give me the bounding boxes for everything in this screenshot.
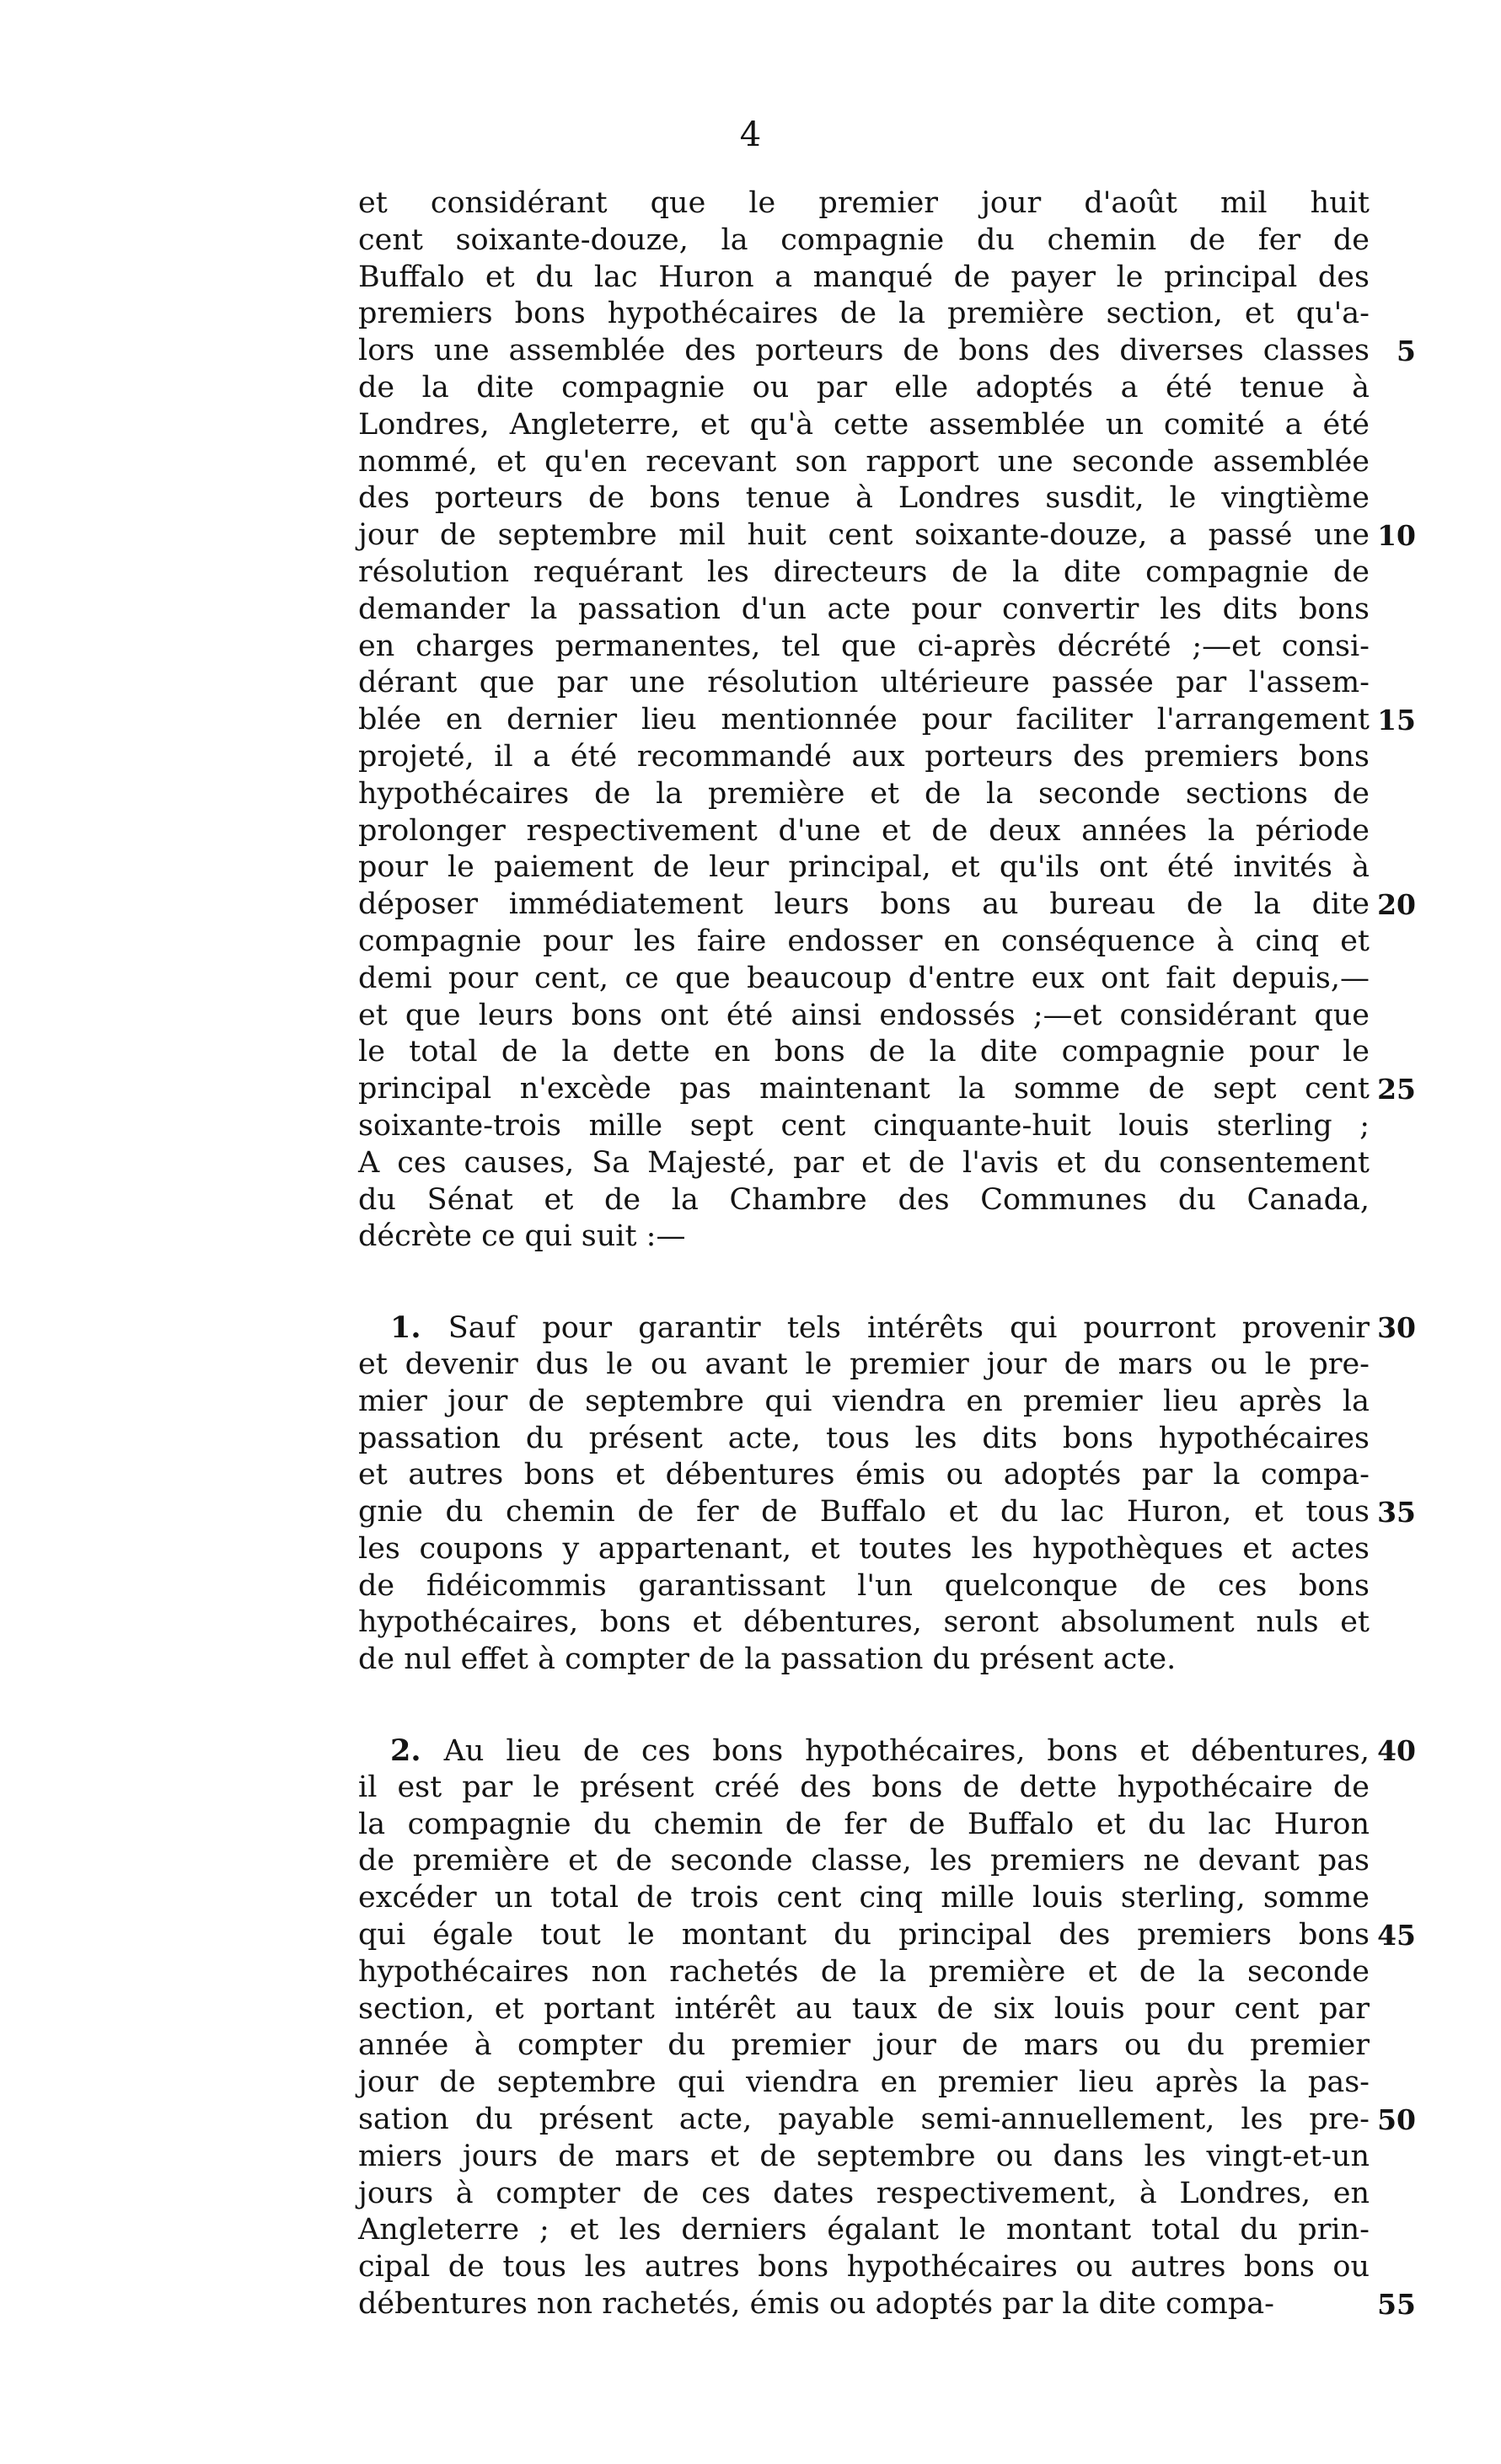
- line-content: et autres bons et débentures émis ou adoptés par la compa-: [358, 1458, 1370, 1492]
- line-content: déposer immédiatement leurs bons au bureau de la dite: [358, 887, 1370, 922]
- text-line: [358, 629, 1370, 666]
- text-line: [358, 260, 1370, 297]
- line-text: [358, 407, 1370, 444]
- line-content: de première et de seconde classe, les premiers ne devant pas: [358, 1844, 1370, 1878]
- line-text: [358, 592, 1370, 629]
- text-line: [358, 333, 1416, 370]
- text-line: [358, 1604, 1370, 1642]
- line-content: de nul effet à compter de la passation du présent acte.: [358, 1642, 1177, 1677]
- line-text: [358, 1494, 1370, 1531]
- line-text: [358, 1770, 1370, 1807]
- line-text: [390, 1733, 1370, 1770]
- line-text: [358, 1182, 1370, 1219]
- line-text: [358, 849, 1370, 887]
- line-content: débentures non rachetés, émis ou adoptés par la dite compa-: [358, 2287, 1274, 2322]
- margin-line-number: 45: [1377, 1919, 1416, 1952]
- line-text: [358, 333, 1370, 370]
- line-text: [358, 924, 1370, 961]
- margin-line-number: 30: [1377, 1311, 1416, 1345]
- text-line: [358, 1917, 1416, 1954]
- text-line: [358, 2249, 1370, 2286]
- line-text: [358, 998, 1370, 1035]
- text-line: [358, 1843, 1370, 1880]
- line-content: en charges permanentes, tel que ci-après décrété ;—et consi-: [358, 629, 1370, 663]
- line-text: [358, 1917, 1370, 1954]
- line-content: de fidéicommis garantissant l'un quelconque de ces bons: [358, 1568, 1370, 1603]
- line-text: [358, 739, 1370, 776]
- text-line: [358, 1991, 1370, 2028]
- text-line: [358, 813, 1370, 850]
- text-line: [358, 2176, 1370, 2213]
- line-content: Londres, Angleterre, et qu'à cette assemblée un comité a été: [358, 407, 1370, 442]
- margin-line-number: 35: [1377, 1496, 1416, 1529]
- text-line: [358, 924, 1370, 961]
- line-text: [358, 961, 1370, 998]
- section-2-paragraph: [358, 1733, 1416, 2323]
- line-text: [358, 444, 1370, 481]
- line-text: [358, 2065, 1370, 2102]
- line-text: [358, 1145, 1370, 1182]
- line-content: du Sénat et de la Chambre des Communes du Canada,: [358, 1182, 1370, 1217]
- text-line: [358, 1457, 1370, 1494]
- text-line: [358, 739, 1370, 776]
- line-content: prolonger respectivement d'une et de deux années la période: [358, 813, 1370, 848]
- text-line: [358, 1733, 1416, 1770]
- section-1-paragraph: [358, 1310, 1416, 1679]
- text-line: [358, 665, 1370, 702]
- text-line: [358, 1071, 1416, 1108]
- line-text: [358, 2102, 1370, 2139]
- text-line: [358, 1145, 1370, 1182]
- text-line: [358, 1384, 1370, 1421]
- line-content: soixante-trois mille sept cent cinquante-huit louis sterling ;: [358, 1108, 1370, 1143]
- line-content: jour de septembre mil huit cent soixante-douze, a passé une: [358, 518, 1370, 553]
- line-text: [358, 813, 1370, 850]
- line-content: Buffalo et du lac Huron a manqué de payer le principal des: [358, 260, 1370, 294]
- line-content: hypothécaires de la première et de la seconde sections de: [358, 776, 1370, 811]
- text-line: [358, 517, 1416, 554]
- line-content: Sauf pour garantir tels intérêts qui pourront provenir: [448, 1311, 1370, 1346]
- line-text: [358, 1531, 1370, 1568]
- line-text: [358, 887, 1370, 924]
- margin-line-number: 25: [1377, 1073, 1416, 1106]
- text-line: [358, 444, 1370, 481]
- line-text: [358, 1954, 1370, 1991]
- margin-line-number: 20: [1377, 888, 1416, 922]
- text-line: [358, 1347, 1370, 1384]
- line-text: [358, 2027, 1370, 2065]
- line-content: premiers bons hypothécaires de la première section, et qu'a-: [358, 297, 1370, 331]
- section-number: 2.: [390, 1733, 444, 1769]
- line-content: la compagnie du chemin de fer de Buffalo et du lac Huron: [358, 1807, 1370, 1841]
- line-text: [358, 1568, 1370, 1605]
- line-content: Angleterre ; et les derniers égalant le montant total du prin-: [358, 2213, 1370, 2247]
- line-content: cent soixante-douze, la compagnie du chemin de fer de: [358, 222, 1370, 257]
- text-line: [358, 2027, 1370, 2065]
- text-line: [358, 1310, 1416, 1347]
- line-text: [358, 185, 1370, 222]
- line-content: demander la passation d'un acte pour convertir les dits bons: [358, 592, 1370, 626]
- line-content: décrète ce qui suit :—: [358, 1219, 686, 1254]
- text-line: [358, 2102, 1416, 2139]
- margin-line-number: 50: [1377, 2103, 1416, 2137]
- text-line: [358, 2065, 1370, 2102]
- line-text: [358, 222, 1370, 260]
- line-content: dérant que par une résolution ultérieure passée par l'assem-: [358, 666, 1370, 700]
- line-content: sation du présent acte, payable semi-annuellement, les pre-: [358, 2102, 1370, 2137]
- line-text: [358, 1034, 1370, 1071]
- text-line: [358, 2139, 1370, 2176]
- line-text: [358, 260, 1370, 297]
- line-content: résolution requérant les directeurs de la dite compagnie de: [358, 554, 1370, 589]
- line-text: [358, 1384, 1370, 1421]
- line-text: [358, 517, 1370, 554]
- line-text: [358, 1807, 1370, 1844]
- line-text: [358, 702, 1370, 739]
- text-line: [358, 1568, 1370, 1605]
- line-text: [358, 1604, 1370, 1642]
- text-line: [358, 480, 1370, 517]
- text-line: [358, 887, 1416, 924]
- line-text: [358, 665, 1370, 702]
- line-text: [358, 2286, 1274, 2323]
- line-content: jour de septembre qui viendra en premier lieu après la pas-: [358, 2065, 1370, 2100]
- line-text: [358, 2212, 1370, 2249]
- margin-line-number: 5: [1396, 335, 1416, 368]
- line-content: et que leurs bons ont été ainsi endossés ;—et considérant que: [358, 998, 1370, 1032]
- margin-line-number: 15: [1377, 704, 1416, 737]
- text-line: [358, 849, 1370, 887]
- text-line: [358, 1219, 1370, 1256]
- line-text: [358, 2139, 1370, 2176]
- line-text: [358, 1843, 1370, 1880]
- line-content: hypothécaires, bons et débentures, seront absolument nuls et: [358, 1605, 1370, 1640]
- text-line: [358, 407, 1370, 444]
- line-text: [358, 776, 1370, 813]
- line-content: le total de la dette en bons de la dite compagnie pour le: [358, 1035, 1370, 1069]
- line-content: pour le paiement de leur principal, et qu'ils ont été invités à: [358, 850, 1370, 885]
- line-text: [358, 1457, 1370, 1494]
- text-line: [358, 1954, 1370, 1991]
- text-line: [358, 296, 1370, 333]
- line-text: [358, 629, 1370, 666]
- line-content: A ces causes, Sa Majesté, par et de l'avis et du consentement: [358, 1145, 1370, 1180]
- line-content: demi pour cent, ce que beaucoup d'entre eux ont fait depuis,—: [358, 961, 1370, 995]
- text-line: [358, 776, 1370, 813]
- text-line: [358, 1770, 1370, 1807]
- line-content: et devenir dus le ou avant le premier jour de mars ou le pre-: [358, 1347, 1370, 1381]
- line-text: [358, 480, 1370, 517]
- line-content: lors une assemblée des porteurs de bons des diverses classes: [358, 334, 1370, 368]
- text-line: [358, 554, 1370, 592]
- line-text: [358, 296, 1370, 333]
- line-text: [390, 1310, 1370, 1347]
- line-content: et considérant que le premier jour d'août mil huit: [358, 186, 1370, 220]
- line-content: excéder un total de trois cent cinq mille louis sterling, somme: [358, 1881, 1370, 1915]
- text-line: [358, 998, 1370, 1035]
- line-content: jours à compter de ces dates respectivement, à Londres, en: [358, 2176, 1370, 2210]
- line-content: mier jour de septembre qui viendra en premier lieu après la: [358, 1384, 1370, 1418]
- text-line: [358, 1182, 1370, 1219]
- line-content: compagnie pour les faire endosser en conséquence à cinq et: [358, 924, 1370, 958]
- text-line: [358, 1807, 1370, 1844]
- line-content: section, et portant intérêt au taux de six louis pour cent par: [358, 1991, 1370, 2026]
- line-text: [358, 2176, 1370, 2213]
- line-text: [358, 554, 1370, 592]
- text-line: [358, 1494, 1416, 1531]
- line-content: année à compter du premier jour de mars ou du premier: [358, 2028, 1370, 2063]
- line-content: qui égale tout le montant du principal des premiers bons: [358, 1918, 1370, 1952]
- line-content: cipal de tous les autres bons hypothécaires ou autres bons ou: [358, 2250, 1370, 2285]
- line-content: gnie du chemin de fer de Buffalo et du lac Huron, et tous: [358, 1495, 1370, 1529]
- line-text: [358, 1071, 1370, 1108]
- line-text: [358, 370, 1370, 407]
- text-line: [358, 1880, 1370, 1917]
- text-line: [358, 370, 1370, 407]
- margin-line-number: 10: [1377, 519, 1416, 553]
- text-line: [358, 702, 1416, 739]
- line-content: hypothécaires non rachetés de la première et de la seconde: [358, 1954, 1370, 1989]
- text-line: [358, 2212, 1370, 2249]
- line-content: Au lieu de ces bons hypothécaires, bons et débentures,: [443, 1734, 1370, 1769]
- text-line: [358, 1642, 1370, 1679]
- line-text: [358, 1219, 685, 1256]
- line-text: [358, 1991, 1370, 2028]
- text-line: [358, 185, 1370, 222]
- line-content: principal n'excède pas maintenant la somme de sept cent: [358, 1072, 1370, 1106]
- text-line: [358, 961, 1370, 998]
- text-line: [358, 1034, 1370, 1071]
- margin-line-number: 40: [1377, 1734, 1416, 1768]
- line-text: [358, 1347, 1370, 1384]
- line-content: passation du présent acte, tous les dits bons hypothécaires: [358, 1421, 1370, 1455]
- line-content: projeté, il a été recommandé aux porteurs des premiers bons: [358, 739, 1370, 774]
- line-content: blée en dernier lieu mentionnée pour faciliter l'arrangement: [358, 703, 1370, 737]
- text-line: [358, 222, 1370, 260]
- line-content: les coupons y appartenant, et toutes les hypothèques et actes: [358, 1531, 1370, 1566]
- line-content: miers jours de mars et de septembre ou dans les vingt-et-un: [358, 2139, 1370, 2173]
- line-text: [358, 2249, 1370, 2286]
- text-line: [358, 592, 1370, 629]
- line-content: de la dite compagnie ou par elle adoptés a été tenue à: [358, 370, 1370, 404]
- text-line: [358, 1531, 1370, 1568]
- line-text: [358, 1642, 1176, 1679]
- section-number: 1.: [390, 1310, 448, 1346]
- text-line: [358, 1108, 1370, 1145]
- margin-line-number: 55: [1377, 2288, 1416, 2322]
- line-text: [358, 1421, 1370, 1458]
- line-text: [358, 1108, 1370, 1145]
- line-content: il est par le présent créé des bons de dette hypothécaire de: [358, 1770, 1370, 1804]
- page-number: 4: [739, 115, 762, 154]
- line-content: des porteurs de bons tenue à Londres susdit, le vingtième: [358, 481, 1370, 516]
- document-body: [358, 185, 1416, 2323]
- line-content: nommé, et qu'en recevant son rapport une seconde assemblée: [358, 444, 1370, 479]
- preamble-paragraph: [358, 185, 1416, 1256]
- text-line: [358, 1421, 1370, 1458]
- text-line: [358, 2286, 1416, 2323]
- line-text: [358, 1880, 1370, 1917]
